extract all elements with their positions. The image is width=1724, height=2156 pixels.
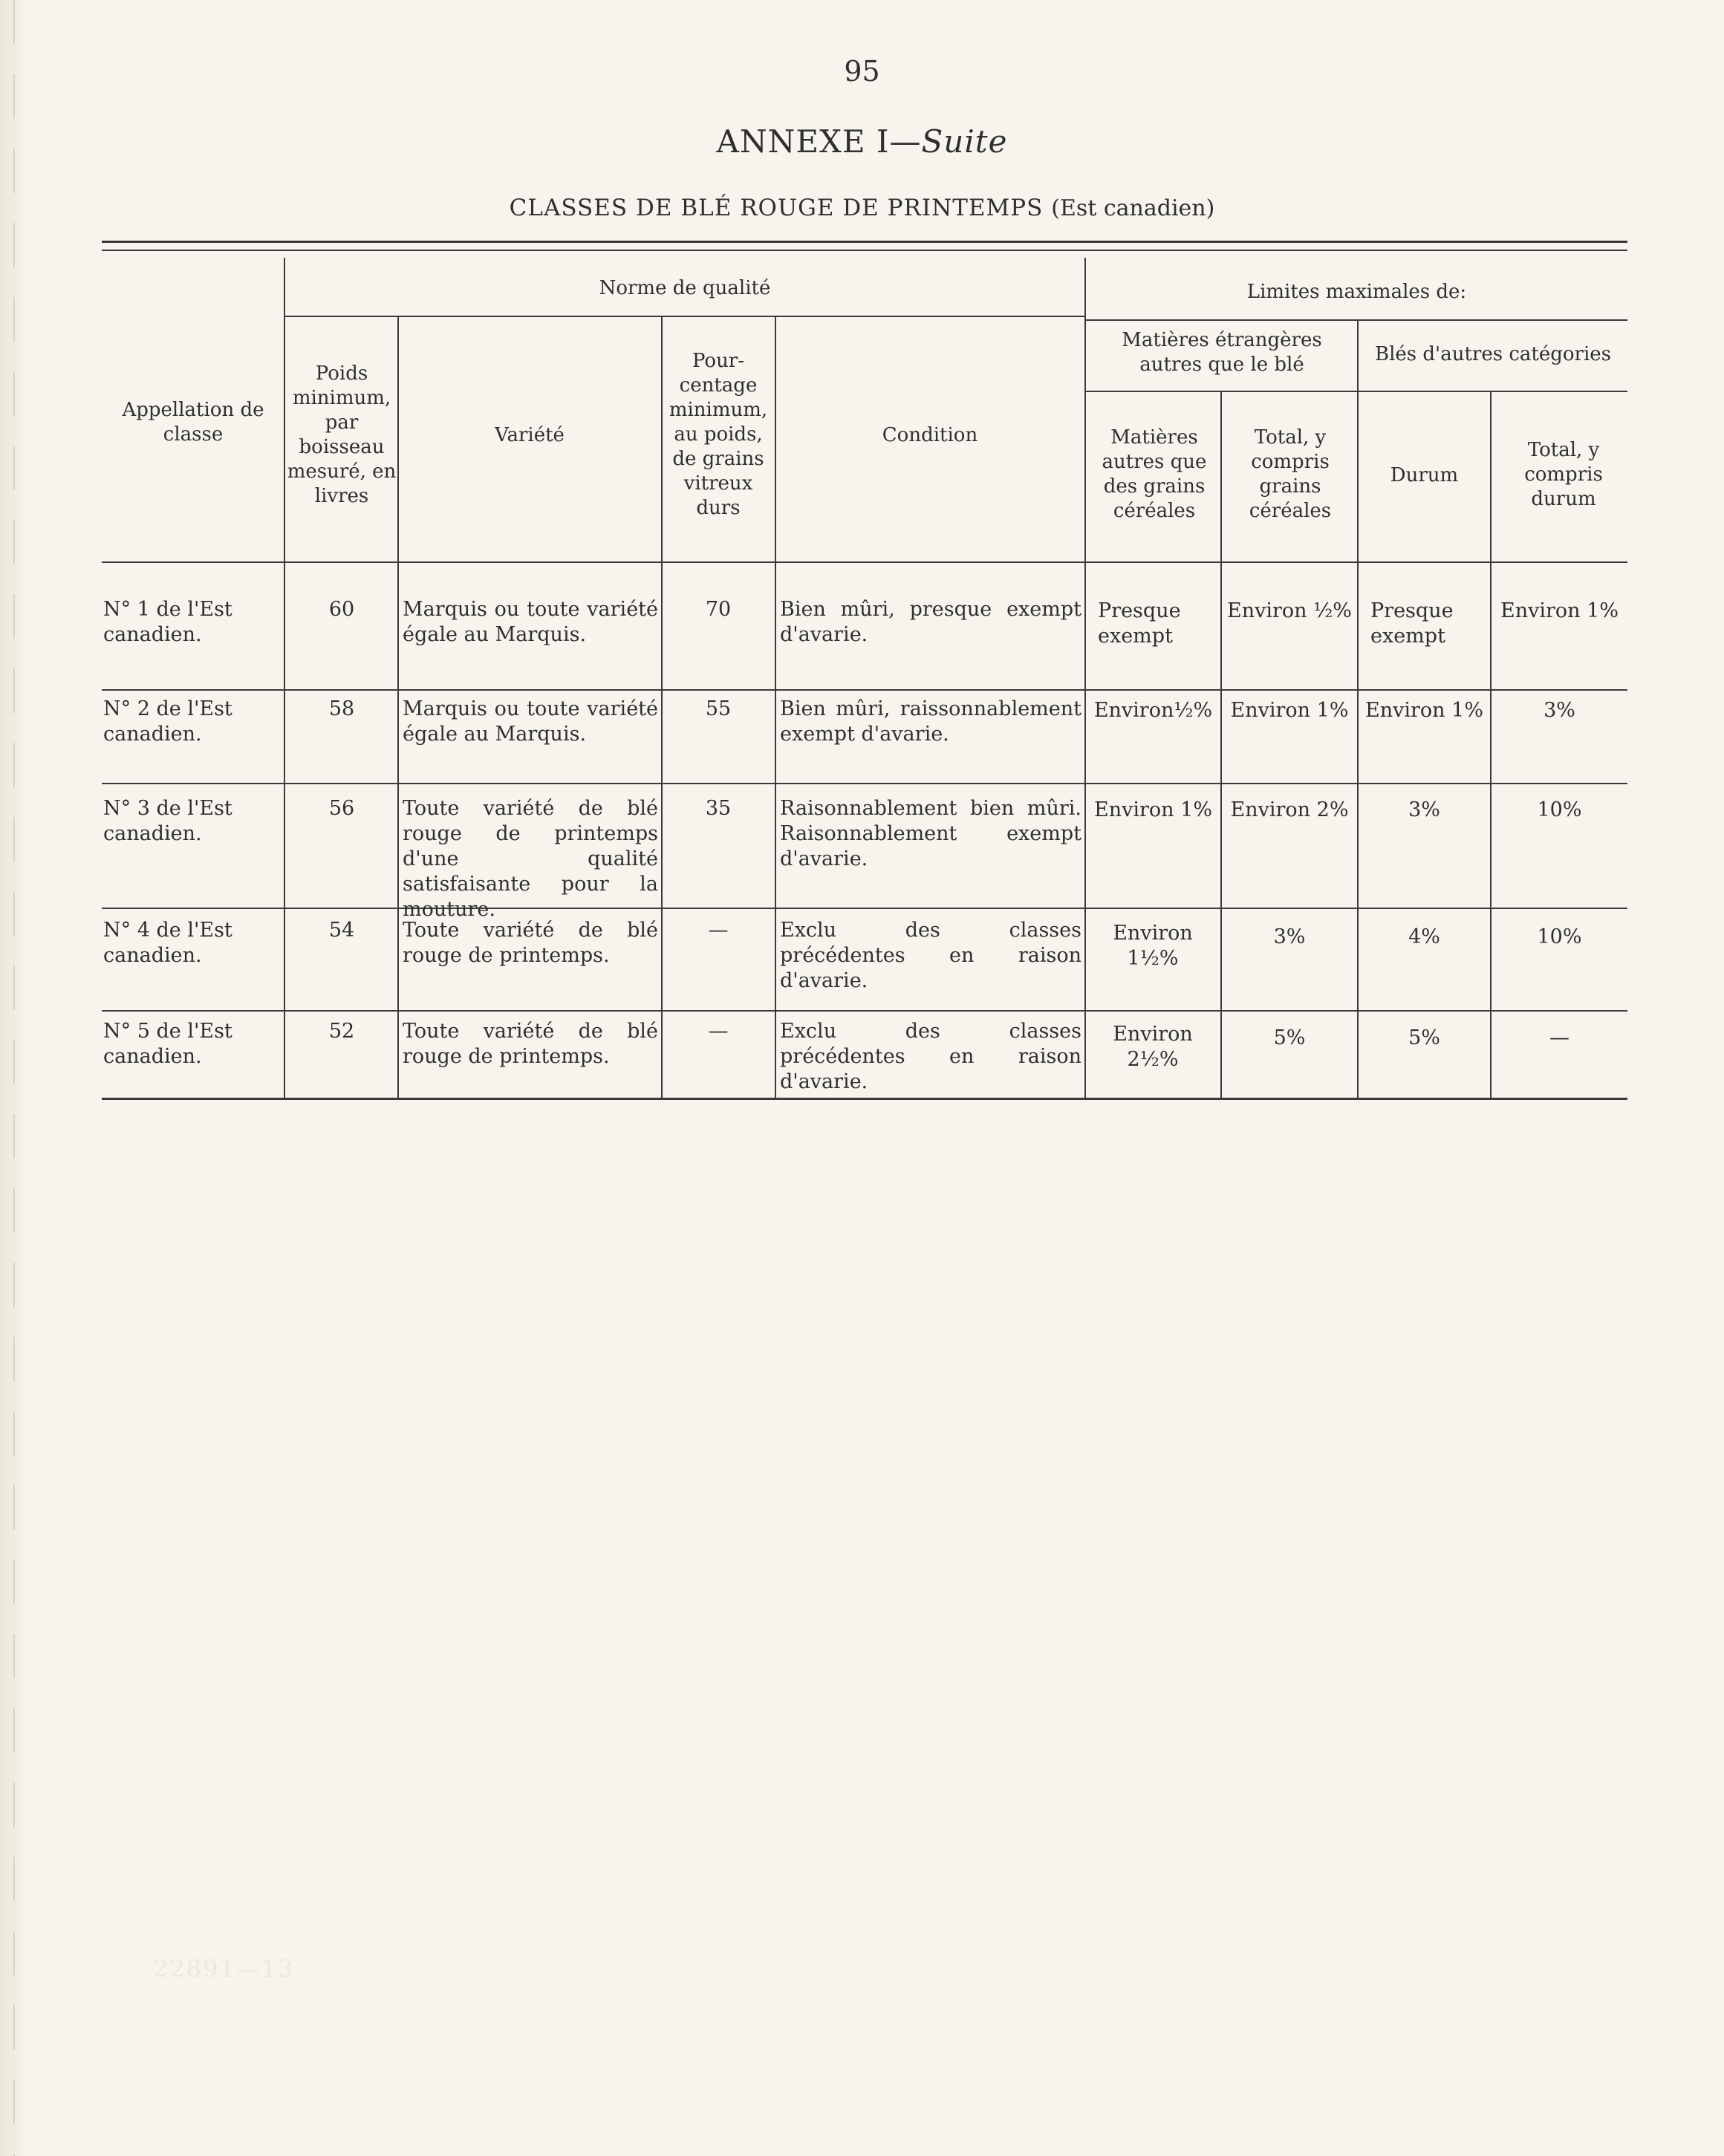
row-5-pourcentage: — [708, 1020, 729, 1043]
column-line-8 [1490, 392, 1492, 1098]
header-norme: Norme de qualité [599, 277, 771, 299]
header-appellation: Appellation de classe [122, 399, 264, 446]
row-2-condition: Bien mûri, raissonnablement exempt d'avarie. [780, 697, 1081, 746]
annex-title [0, 123, 1724, 160]
row-3-variete: Toute variété de blé rouge de printemps d'une qualité satisfaisante pour la mouture. [403, 797, 658, 921]
table-title-main: CLASSES DE BLÉ ROUGE DE PRINTEMPS [509, 195, 1044, 221]
annex-title-main: ANNEXE I— [716, 123, 922, 160]
row-separator-2 [102, 783, 1627, 784]
row-5-condition: Exclu des classes précédentes en raison d'avarie. [780, 1020, 1081, 1093]
column-line-6 [1220, 392, 1222, 1098]
row-5-appellation: N° 5 de l'Est canadien. [103, 1020, 232, 1068]
row-1-matieres-autres: Presque exempt [1098, 599, 1181, 648]
row-5-durum: 5% [1408, 1026, 1440, 1049]
row-4-matieres-autres: Environ 1½% [1113, 922, 1193, 970]
header-variete: Variété [495, 424, 565, 446]
row-1-poids: 60 [328, 598, 355, 621]
row-4-pourcentage: — [708, 919, 729, 942]
row-4-variete: Toute variété de blé rouge de printemps. [403, 919, 658, 967]
row-2-total-durum: 3% [1544, 699, 1575, 722]
row-4-condition: Exclu des classes précédentes en raison d'avarie. [780, 919, 1081, 992]
header-limites: Limites maximales de: [1246, 281, 1467, 303]
annex-title-suite: Suite [921, 123, 1008, 160]
row-3-total-durum: 10% [1537, 798, 1582, 821]
row-3-durum: 3% [1408, 798, 1440, 821]
row-separator-3 [102, 908, 1627, 909]
header-total-durum: Total, y compris durum [1524, 439, 1603, 510]
row-5-variete: Toute variété de blé rouge de printemps. [403, 1020, 658, 1068]
row-4-durum: 4% [1408, 925, 1440, 948]
table-title [0, 195, 1724, 221]
table-header-bottom-rule [102, 561, 1627, 563]
column-line-3 [661, 317, 663, 1098]
row-1-appellation: N° 1 de l'Est canadien. [103, 598, 232, 646]
row-2-matieres-autres: Environ½% [1093, 699, 1213, 722]
binding-holes [13, 0, 15, 2156]
row-4-total-grains: 3% [1273, 925, 1306, 948]
table-bottom-rule [102, 1098, 1627, 1100]
table-top-rule-1 [102, 241, 1627, 243]
row-4-poids: 54 [328, 919, 355, 942]
row-1-durum: Presque exempt [1370, 599, 1454, 648]
row-1-total-grains: Environ ½% [1227, 599, 1352, 622]
row-3-total-grains: Environ 2% [1230, 798, 1349, 821]
page-binding-edge [0, 0, 25, 2156]
row-2-variete: Marquis ou toute variété égale au Marquis. [403, 697, 658, 746]
row-1-condition: Bien mûri, presque exempt d'avarie. [780, 598, 1081, 646]
row-1-pourcentage: 70 [705, 598, 732, 621]
header-matieres-autres: Matières autres que des grains céréales [1102, 426, 1207, 522]
printer-code: 22891—13 [153, 1955, 295, 1983]
row-5-total-grains: 5% [1273, 1026, 1306, 1049]
row-2-total-grains: Environ 1% [1230, 699, 1349, 722]
row-3-pourcentage: 35 [705, 797, 732, 820]
header-bles-autres: Blés d'autres catégories [1375, 343, 1611, 365]
table-title-region: (Est canadien) [1051, 195, 1215, 221]
table-top-rule-2 [102, 250, 1627, 251]
row-2-durum: Environ 1% [1365, 699, 1483, 722]
column-line-1 [284, 258, 285, 1098]
row-2-appellation: N° 2 de l'Est canadien. [103, 697, 232, 746]
row-1-variete: Marquis ou toute variété égale au Marquis. [403, 598, 658, 646]
header-matieres-etrangeres: Matières étrangères autres que le blé [1122, 329, 1322, 376]
header-line-norme [285, 316, 1086, 317]
header-pourcentage: Pour-centage minimum, au poids, de grains vitreux durs [669, 350, 768, 519]
row-3-condition: Raisonnablement bien mûri. Raisonnablement exempt d'avarie. [780, 797, 1081, 870]
row-1-total-durum: Environ 1% [1500, 599, 1619, 622]
header-durum: Durum [1390, 464, 1459, 486]
row-3-appellation: N° 3 de l'Est canadien. [103, 797, 232, 845]
header-condition: Condition [882, 424, 978, 446]
row-3-matieres-autres: Environ 1% [1094, 798, 1212, 821]
row-3-poids: 56 [328, 797, 355, 820]
row-5-matieres-autres: Environ 2½% [1113, 1023, 1193, 1071]
row-2-pourcentage: 55 [705, 697, 732, 720]
column-line-5 [1084, 258, 1086, 1098]
header-total-grains: Total, y compris grains céréales [1249, 426, 1332, 522]
row-5-total-durum: — [1549, 1026, 1570, 1049]
row-5-poids: 52 [328, 1020, 355, 1043]
row-4-total-durum: 10% [1537, 925, 1582, 948]
row-separator-1 [102, 689, 1627, 691]
row-2-poids: 58 [328, 697, 355, 720]
row-separator-4 [102, 1010, 1627, 1012]
header-poids: Poids minimum, par boisseau mesuré, en livres [287, 362, 397, 507]
page-number: 95 [844, 55, 880, 88]
row-4-appellation: N° 4 de l'Est canadien. [103, 919, 232, 967]
